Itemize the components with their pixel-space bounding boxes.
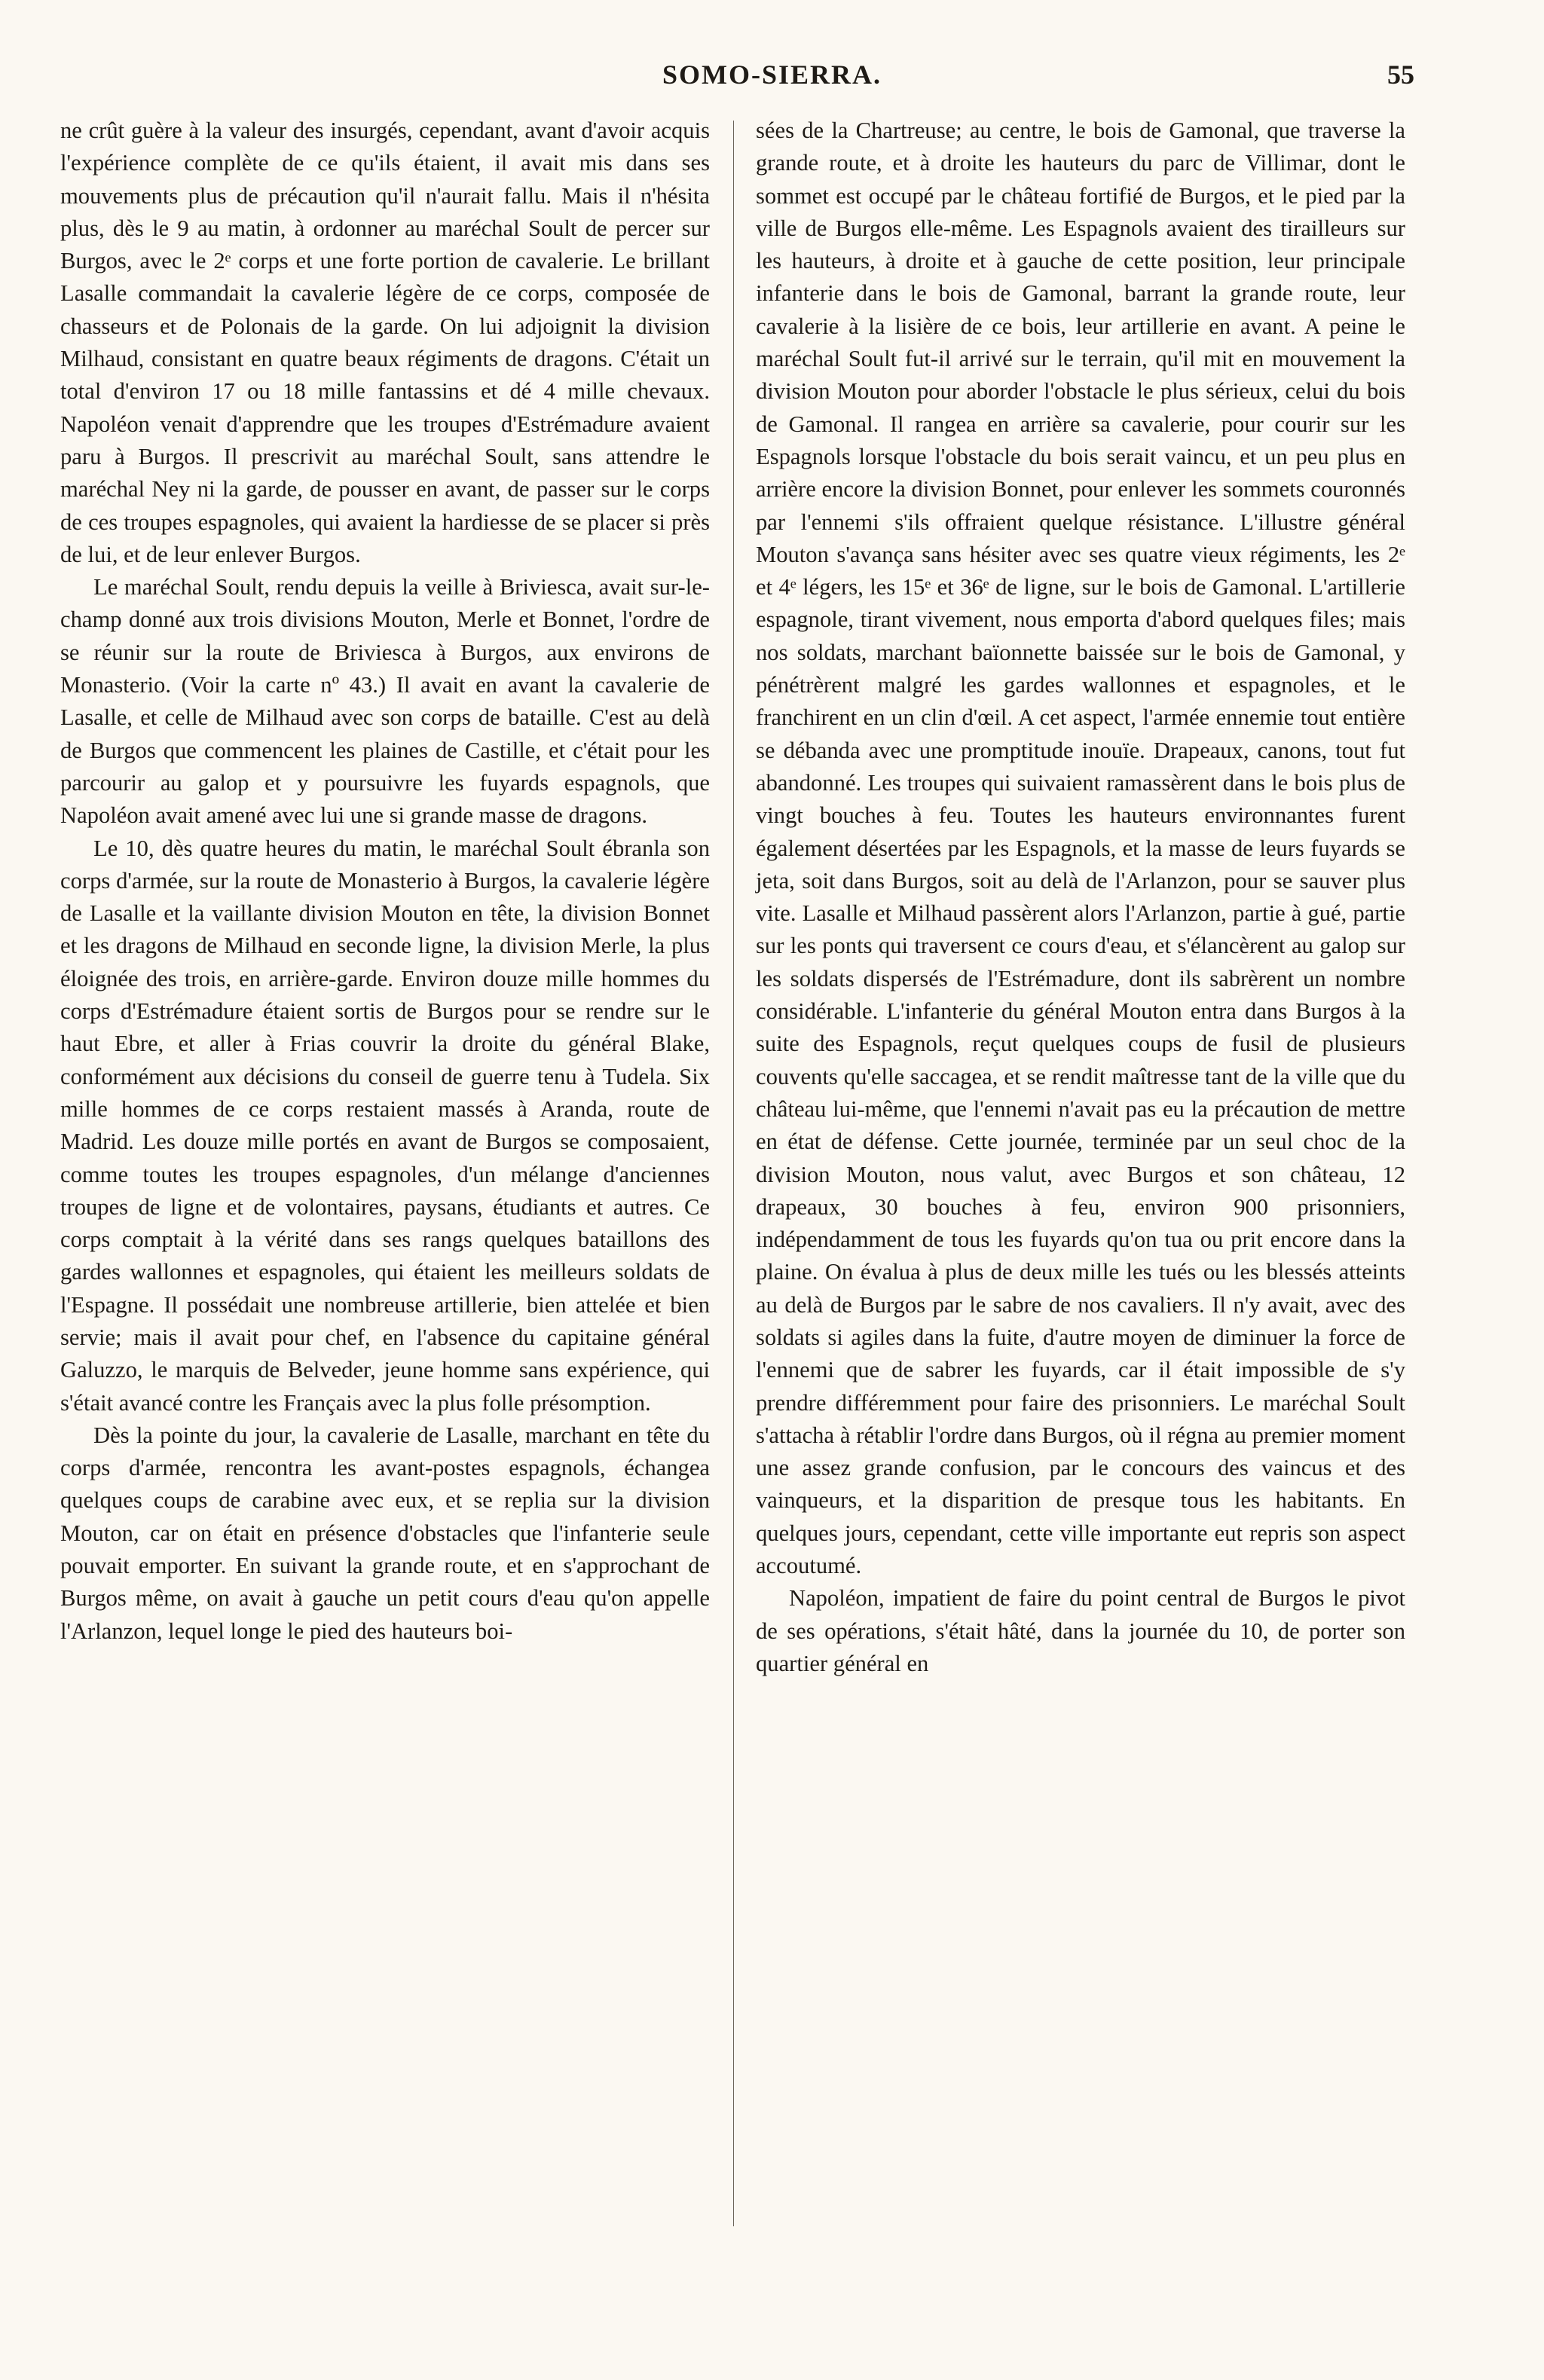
paragraph: Napoléon, impatient de faire du point central de Burgos le pivot de ses opérations, s'était hâté, dans la journée du 10, de porter son quartier général en	[756, 1585, 1405, 1676]
paragraph: Le maréchal Soult, rendu depuis la veille à Briviesca, avait sur-le-champ donné aux trois divisions Mouton, Merle et Bonnet, l'ordre de se réunir sur la route de Briviesca à Burgos, aux environs de Monasterio. (Voir la carte nº 43.) Il avait en avant la cavalerie de Lasalle, et celle de Milhaud avec son corps de bataille. C'est au delà de Burgos que commencent les plaines de Castille, et c'était pour les parcourir au galop et y poursuivre les fuyards espagnols, que Napoléon avait amené avec lui une si grande masse de dragons.	[60, 574, 710, 829]
column-divider	[733, 121, 734, 2226]
left-column	[60, 115, 710, 1648]
running-head	[0, 59, 1544, 104]
page-number: 55	[1387, 60, 1414, 90]
paragraph: Dès la pointe du jour, la cavalerie de Lasalle, marchant en tête du corps d'armée, rencontra les avant-postes espagnols, échangea quelques coups de carabine avec eux, et se replia sur la division Mouton, car on était en présence d'obstacles que l'infanterie seule pouvait emporter. En suivant la grande route, et en s'approchant de Burgos même, on avait à gauche un petit cours d'eau qu'on appelle l'Arlanzon, lequel longe le pied des hauteurs boi-	[60, 1422, 710, 1644]
running-title: SOMO-SIERRA.	[662, 60, 882, 90]
paragraph: Le 10, dès quatre heures du matin, le maréchal Soult ébranla son corps d'armée, sur la route de Monasterio à Burgos, la cavalerie légère de Lasalle et la vaillante division Mouton en tête, la division Bonnet et les dragons de Milhaud en seconde ligne, la division Merle, la plus éloignée des trois, en arrière-garde. Environ douze mille hommes du corps d'Estrémadure étaient sortis de Burgos pour se rendre sur le haut Ebre, et aller à Frias couvrir la droite du général Blake, conformément aux décisions du conseil de guerre tenu à Tudela. Six mille hommes de ce corps restaient massés à Aranda, route de Madrid. Les douze mille portés en avant de Burgos se composaient, comme toutes les troupes espagnoles, d'un mélange d'anciennes troupes de ligne et de volontaires, paysans, étudiants et autres. Ce corps comptait à la vérité dans ses rangs quelques bataillons des gardes wallonnes et espagnoles, qui étaient les meilleurs soldats de l'Espagne. Il possédait une nombreuse artillerie, bien attelée et bien servie; mais il avait pour chef, en l'absence du capitaine général Galuzzo, le marquis de Belveder, jeune homme sans expérience, qui s'était avancé contre les Français avec la plus folle présomption.	[60, 835, 710, 1416]
paragraph: ne crût guère à la valeur des insurgés, cependant, avant d'avoir acquis l'expérience complète de ce qu'ils étaient, il avait mis dans ses mouvements plus de précaution qu'il n'aurait fallu. Mais il n'hésita plus, dès le 9 au matin, à ordonner au maréchal Soult de percer sur Burgos, avec le 2ᵉ corps et une forte portion de cavalerie. Le brillant Lasalle commandait la cavalerie légère de ce corps, composée de chasseurs et de Polonais de la garde. On lui adjoignit la division Milhaud, consistant en quatre beaux régiments de dragons. C'était un total d'environ 17 ou 18 mille fantassins et dé 4 mille chevaux. Napoléon venait d'apprendre que les troupes d'Estrémadure avaient paru à Burgos. Il prescrivit au maréchal Soult, sans attendre le maréchal Ney ni la garde, de pousser en avant, de passer sur le corps de ces troupes espagnoles, qui avaient la hardiesse de se placer si près de lui, et de leur enlever Burgos.	[60, 118, 710, 567]
right-column	[756, 115, 1405, 1680]
paragraph: sées de la Chartreuse; au centre, le bois de Gamonal, que traverse la grande route, et à droite les hauteurs du parc de Villimar, dont le sommet est occupé par le château fortifié de Burgos, et le pied par la ville de Burgos elle-même. Les Espagnols avaient des tirailleurs sur les hauteurs, à droite et à gauche de cette position, leur principale infanterie dans le bois de Gamonal, barrant la grande route, leur cavalerie à la lisière de ce bois, leur artillerie en avant. A peine le maréchal Soult fut-il arrivé sur le terrain, qu'il mit en mouvement la division Mouton pour aborder l'obstacle le plus sérieux, celui du bois de Gamonal. Il rangea en arrière sa cavalerie, pour courir sur les Espagnols lorsque l'obstacle du bois serait vaincu, et un peu plus en arrière encore la division Bonnet, pour enlever les sommets couronnés par l'ennemi s'ils offraient quelque résistance. L'illustre général Mouton s'avança sans hésiter avec ses quatre vieux régiments, les 2ᵉ et 4ᵉ légers, les 15ᵉ et 36ᵉ de ligne, sur le bois de Gamonal. L'artillerie espagnole, tirant vivement, nous emporta d'abord quelques files; mais nos soldats, marchant baïonnette baissée sur le bois de Gamonal, y pénétrèrent malgré les gardes wallonnes et espagnoles, et le franchirent en un clin d'œil. A cet aspect, l'armée ennemie tout entière se débanda avec une promptitude inouïe. Drapeaux, canons, tout fut abandonné. Les troupes qui suivaient ramassèrent dans le bois plus de vingt bouches à feu. Toutes les hauteurs environnantes furent également désertées par les Espagnols, et la masse de leurs fuyards se jeta, soit dans Burgos, soit au delà de l'Arlanzon, pour se sauver plus vite. Lasalle et Milhaud passèrent alors l'Arlanzon, partie à gué, partie sur les ponts qui traversent ce cours d'eau, et s'élancèrent au galop sur les soldats dispersés de l'Estrémadure, dont ils sabrèrent un nombre considérable. L'infanterie du général Mouton entra dans Burgos à la suite des Espagnols, reçut quelques coups de fusil de plusieurs couvents qu'elle saccagea, et se rendit maîtresse tant de la ville que du château lui-même, que l'ennemi n'avait pas eu la précaution de mettre en état de défense. Cette journée, terminée par un seul choc de la division Mouton, nous valut, avec Burgos et son château, 12 drapeaux, 30 bouches à feu, environ 900 prisonniers, indépendamment de tous les fuyards qu'on tua ou prit encore dans la plaine. On évalua à plus de deux mille les tués ou les blessés atteints au delà de Burgos par le sabre de nos cavaliers. Il n'y avait, avec des soldats si agiles dans la fuite, d'autre moyen de diminuer la force de l'ennemi que de sabrer les fuyards, car il était impossible de s'y prendre différemment pour faire des prisonniers. Le maréchal Soult s'attacha à rétablir l'ordre dans Burgos, où il régna au premier moment une assez grande confusion, par le concours des vaincus et des vainqueurs, et la disparition de presque tous les habitants. En quelques jours, cependant, cette ville importante eut repris son aspect accoutumé.	[756, 118, 1405, 1579]
